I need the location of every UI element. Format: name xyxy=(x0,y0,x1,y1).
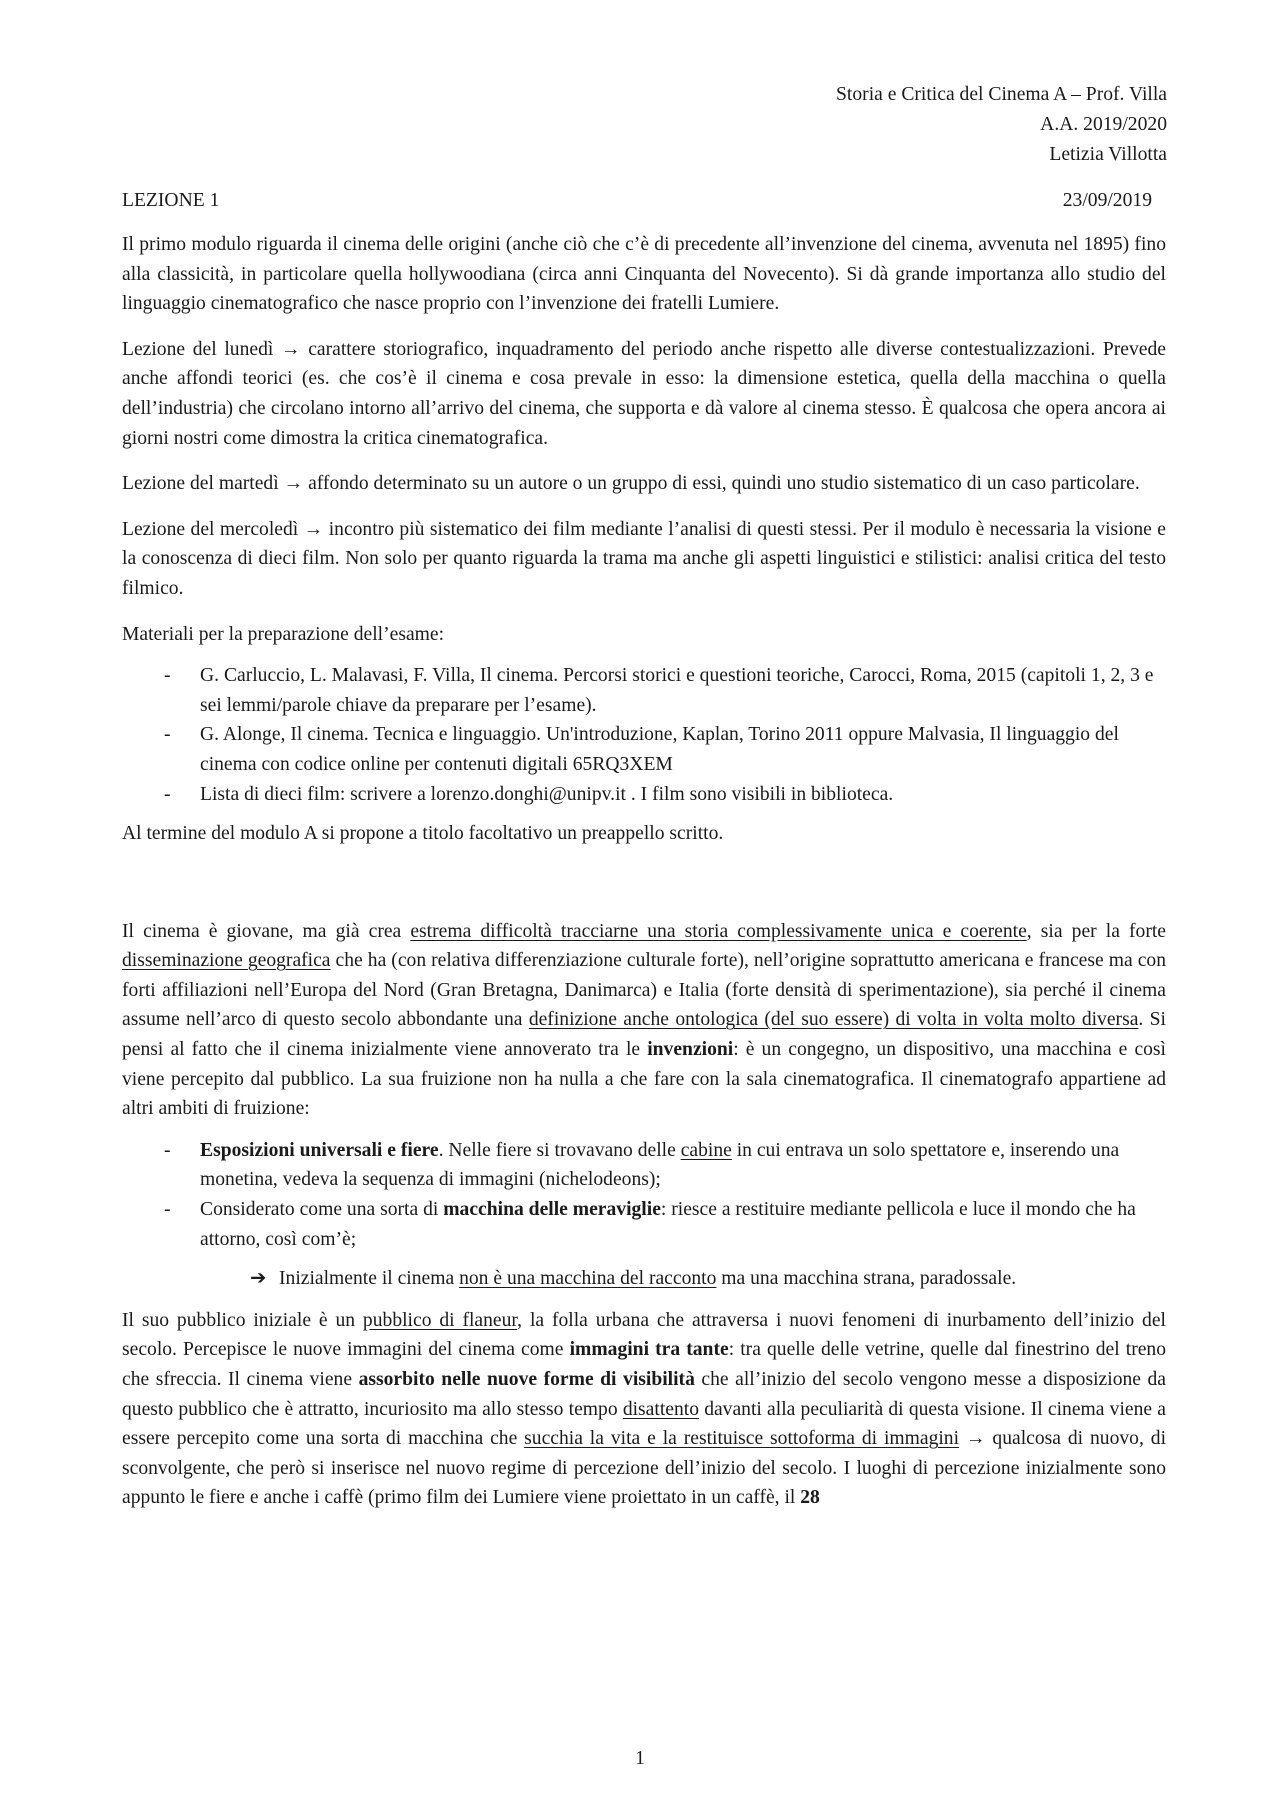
text-run: . Nelle fiere si trovavano delle xyxy=(438,1139,681,1161)
section-gap xyxy=(122,865,1166,917)
underlined-text: estrema difficoltà tracciarne una storia complessivamente unica e coerente xyxy=(410,920,1027,942)
text-run: , sia per la forte xyxy=(1026,920,1166,942)
paragraph-monday: Lezione del lunedì → carattere storiografico, inquadramento del periodo anche rispetto alle diverse contestualizzazioni. Prevede anche affondi teorici (es. che cos’è il cinema e cosa prevale in esso: la dimensione estetica, quella della macchina o quella dell’industria) che circolano intorno all’arrivo del cinema, che supporta e dà valore al cinema stesso. È qualcosa che opera ancora ai giorni nostri come dimostra la critica cinematografica. xyxy=(122,338,1166,449)
paragraph-tuesday: Lezione del martedì → affondo determinato su un autore o un gruppo di essi, quindi uno studio sistematico di un caso particolare. xyxy=(122,473,1140,495)
text-run: che all’inizio del secolo vengono messe a disposizione da questo pubblico che è attratto, incuriosito ma allo stesso tempo xyxy=(122,1369,1166,1420)
arrow-note xyxy=(122,1264,1166,1294)
arrow-right-icon: ➔ xyxy=(250,1268,267,1290)
list-dash: - xyxy=(164,1139,171,1161)
list-item-text: G. Carluccio, L. Malavasi, F. Villa, Il cinema. Percorsi storici e questioni teoriche, Carocci, Roma, 2015 (capitoli 1, 2, 3 e sei lemmi/parole chiave da preparare per l’esame). xyxy=(200,665,1154,716)
paragraph-cinema-young xyxy=(122,917,1166,1124)
text-run: Considerato come una sorta di xyxy=(200,1199,444,1221)
paragraph-preappello: Al termine del modulo A si propone a titolo facoltativo un preappello scritto. xyxy=(122,823,724,845)
course-title: Storia e Critica del Cinema A – Prof. Villa xyxy=(836,84,1167,105)
bold-text: macchina delle meraviglie xyxy=(443,1199,661,1221)
list-dash: - xyxy=(164,1199,171,1221)
list-item xyxy=(122,780,1166,810)
list-item xyxy=(122,720,1166,779)
paragraph-wednesday: Lezione del mercoledì → incontro più sistematico dei film mediante l’analisi di questi stessi. Per il modulo è necessaria la visione e la conoscenza di dieci film. Non solo per quanto riguarda la trama ma anche gli aspetti linguistici e stilistici: analisi critica del testo filmico. xyxy=(122,518,1166,599)
paragraph-flaneur xyxy=(122,1306,1166,1513)
lesson-row xyxy=(122,186,1152,216)
underlined-text: cabine xyxy=(680,1139,732,1161)
page-number: 1 xyxy=(635,1748,645,1769)
text-run: Il suo pubblico iniziale è un xyxy=(122,1309,363,1331)
bold-text: 28 xyxy=(800,1487,820,1509)
list-item xyxy=(122,1195,1166,1254)
underlined-text: disattento xyxy=(622,1398,699,1420)
list-dash: - xyxy=(164,783,171,805)
text-run: → qualcosa di nuovo, di sconvolgente, che però si inserisce nel nuovo regime di percezione dell’inizio del secolo. I luoghi di percezione inizialmente sono appunto le fiere e anche i caffè (primo film dei Lumiere viene proiettato in un caffè, il xyxy=(122,1428,1167,1509)
list-item xyxy=(122,1136,1166,1195)
paragraph-intro: Il primo modulo riguarda il cinema delle origini (anche ciò che c’è di precedente all’invenzione del cinema, avvenuta nel 1895) fino alla classicità, in particolare quella hollywoodiana (circa anni Cinquanta del Novecento). Si dà grande importanza allo studio del linguaggio cinematografico che nasce proprio con l’invenzione dei fratelli Lumiere. xyxy=(122,234,1166,315)
materials-heading: Materiali per la preparazione dell’esame: xyxy=(122,623,445,645)
underlined-text: succhia la vita e la restituisce sottoforma di immagini xyxy=(524,1428,960,1450)
bold-text: Esposizioni universali e fiere xyxy=(200,1139,439,1161)
bold-text: invenzioni xyxy=(647,1039,734,1061)
document-body xyxy=(122,230,1166,1529)
text-run: che ha (con relativa differenziazione culturale forte), nell’origine soprattutto americana e francese ma con forti affiliazioni nell’Europa del Nord (Gran Bretagna, Danimarca) e Italia (forte densità di sperimentazione), sia perché il cinema assume nell’arco di questo secolo abbondante una xyxy=(122,950,1167,1031)
bold-text: immagini tra tante xyxy=(569,1339,729,1361)
text-run: Il cinema è giovane, ma già crea xyxy=(122,920,411,942)
text-run: davanti alla peculiarità di questa visione. Il cinema viene a essere percepito come una sorta di macchina che xyxy=(122,1398,1166,1450)
list-dash: - xyxy=(164,724,171,746)
lesson-title: LEZIONE 1 xyxy=(122,190,220,211)
text-run: in cui entrava un solo spettatore e, inserendo una monetina, vedeva la sequenza di immagini (nichelodeons); xyxy=(200,1139,1120,1191)
bold-text: assorbito nelle nuove forme di visibilità xyxy=(358,1369,695,1390)
materials-list xyxy=(122,661,1166,809)
text-run: : tra quelle delle vetrine, quelle dal finestrino del treno che sfreccia. Il cinema viene xyxy=(122,1339,1167,1390)
lesson-date: 23/09/2019 xyxy=(1062,190,1152,211)
underlined-text: non è una macchina del racconto xyxy=(459,1268,717,1290)
arrow-note-text xyxy=(247,1264,1166,1294)
list-item-text: G. Alonge, Il cinema. Tecnica e linguaggio. Un'introduzione, Kaplan, Torino 2011 oppure Malvasia, Il linguaggio del cinema con codice online per contenuti digitali 65RQ3XEM xyxy=(200,724,1119,775)
list-item xyxy=(122,661,1166,720)
underlined-text: definizione anche ontologica (del suo essere) di volta in volta molto diversa xyxy=(528,1009,1139,1031)
text-run: : riesce a restituire mediante pellicola e luce il mondo che ha attorno, così com’è; xyxy=(200,1199,1136,1250)
underlined-text: pubblico di flaneur xyxy=(362,1309,518,1331)
text-run: Inizialmente il cinema xyxy=(279,1268,460,1290)
list-item-text: Lista di dieci film: scrivere a lorenzo.donghi@unipv.it . I film sono visibili in biblioteca. xyxy=(200,783,894,805)
fruition-list xyxy=(122,1136,1166,1254)
document-header xyxy=(0,80,1167,170)
author-name: Letizia Villotta xyxy=(1049,144,1167,165)
text-run: ma una macchina strana, paradossale. xyxy=(716,1268,1017,1290)
text-run: . Si pensi al fatto che il cinema inizialmente viene annoverato tra le xyxy=(122,1009,1166,1061)
text-run: , la folla urbana che attraversa i nuovi fenomeni di inurbamento dell’inizio del secolo. Percepisce le nuove immagini del cinema come xyxy=(122,1309,1166,1361)
underlined-text: disseminazione geografica xyxy=(122,950,331,972)
text-run: : è un congegno, un dispositivo, una macchina e così viene percepito dal pubblico. La sua fruizione non ha nulla a che fare con la sala cinematografica. Il cinematografo appartiene ad altri ambiti di fruizione: xyxy=(122,1039,1167,1120)
list-dash: - xyxy=(164,665,171,687)
academic-year: A.A. 2019/2020 xyxy=(1040,114,1167,135)
